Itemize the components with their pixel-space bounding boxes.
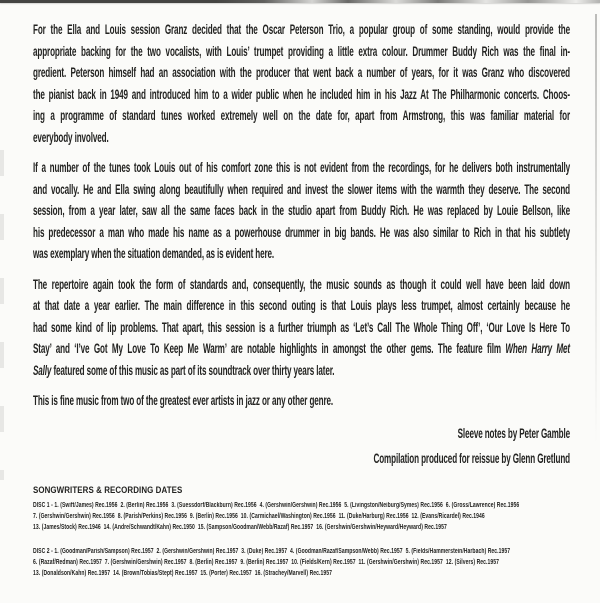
credit-line: Compilation produced for reissue by Glenn Gretlund: [373, 450, 570, 466]
disc-credits-line: 13. (James/Stock) Rec.1946 14. (Andre/Schwandt/Kahn) Rec.1950 15. (Sampson/Goodman/Webb/Razaf) Rec.1957 16. (Gershwin/Gershwin/Heyward/Heyward) Rec.1957: [33, 523, 447, 531]
credit-line: Sleeve notes by Peter Gamble: [457, 425, 570, 441]
text-segment: appropriate backing for the two vocalists, with Louis’ trumpet providing a little extra colour. Drummer Buddy Rich was the final in-: [33, 43, 570, 59]
sleeve-notes-paragraph: [33, 274, 570, 382]
text-line: [33, 127, 570, 149]
sleeve-notes-paragraph: [33, 157, 570, 265]
sleeve-notes-paragraph: [33, 19, 570, 148]
text-line: [33, 222, 570, 244]
text-segment: everybody involved.: [33, 129, 109, 145]
text-line: [33, 19, 570, 41]
text-line: [33, 360, 570, 382]
disc-credits-line: 13. (Donaldson/Kahn) Rec.1957 14. (Brown/Tobias/Stept) Rec.1957 15. (Porter) Rec.1957 16. (Strachey/Marvell) Rec.1957: [33, 569, 333, 577]
sleeve-notes-paragraph: [33, 390, 570, 412]
scan-artifact-left-smudge: [0, 150, 4, 480]
text-line: [33, 200, 570, 222]
songwriters-heading: SONGWRITERS & RECORDING DATES: [33, 484, 183, 495]
text-segment: If a number of the tunes took Louis out of his comfort zone this is not evident from the recordings, for he delivers both instrumentally: [33, 160, 570, 175]
text-segment: The repertoire again took the form of standards and, consequently, the music sounds as though it could well have been laid down: [33, 276, 570, 292]
text-segment: gredient. Peterson himself had an association with the producer that went back a number of years, for it was Granz who discovered: [33, 65, 570, 80]
text-segment: was exemplary when the situation demanded, as is evident here.: [33, 246, 275, 261]
text-line: [33, 84, 570, 106]
text-segment: featured some of this music as part of its soundtrack over thirty years later.: [51, 362, 335, 378]
film-title-italic: Sally: [33, 362, 52, 378]
text-line: [33, 274, 570, 296]
page-content: [33, 19, 570, 579]
credits-block: [33, 421, 570, 471]
text-line: [33, 295, 570, 317]
film-title-italic: When Harry Met: [505, 341, 570, 356]
text-line: [33, 179, 570, 201]
text-segment: ing a programme of standard tunes worked extremely well on the date for, apart from Armstrong, this was familiar material for: [33, 108, 570, 123]
text-segment: at that date a year earlier. The main difference in this second outing is that Louis plays less trumpet, almost certainly because he: [33, 298, 570, 313]
disc-credits-line: DISC 1 - 1. (Swift/James) Rec.1956 2. (Berlin) Rec.1956 3. (Suessdorf/Blackburn) Rec.1956 4. (Gershwin/Gershwin) Rec.1956 5. (Livingston/Neiburg/Symes) Rec.1956 6. (Gross/Lawrence) Rec.1956: [33, 501, 520, 509]
text-segment: For the Ella and Louis session Granz decided that the Oscar Peterson Trio, a popular group of some standing, would provide the: [33, 22, 570, 37]
disc-credits-block: [33, 546, 595, 579]
text-line: [33, 157, 570, 179]
text-segment: This is fine music from two of the greatest ever artists in jazz or any other genre.: [33, 393, 334, 408]
disc-credits-line: 6. (Razaf/Redman) Rec.1957 7. (Gershwin/Gershwin) Rec.1957 8. (Berlin) Rec.1957 9. (Berlin) Rec.1957 10. (Fields/Kern) Rec.1957 11. (Gershwin/Gershwin) Rec.1957 12. (Silvers) Rec.1957: [33, 558, 500, 566]
recording-dates-list: [33, 500, 570, 579]
disc-credits-line: DISC 2 - 1. (Goodman/Parish/Sampson) Rec.1957 2. (Gershwin/Gershwin) Rec.1957 3. (Duke) Rec.1957 4. (Goodman/Razaf/Sampson/Webb) Rec.1957 5. (Fields/Hammerstein/Harbach) Rec.1957: [33, 547, 511, 555]
disc-credits-block: [33, 500, 595, 533]
text-segment: had some kind of lip problems. That apart, this session is a further triumph as ‘Let’s Call The Whole Thing Off’, ‘Our Love Is Here To: [33, 319, 570, 335]
text-segment: Stay’ and ‘I’ve Got My Love To Keep Me Warm’ are notable highlights in amongst the other gems. The feature film: [33, 341, 506, 356]
text-line: [33, 105, 570, 127]
scan-artifact-right-edge: [595, 14, 597, 444]
text-line: [33, 62, 570, 84]
disc-credits-line: 7. (Gershwin/Gershwin) Rec.1956 8. (Parish/Perkins) Rec.1956 9. (Berlin) Rec.1956 10. (Carmichael/Washington) Rec.1956 11. (Duke/Harburg) Rec.1956 12. (Evans/Ricardel) Rec.1946: [33, 512, 485, 520]
songwriters-section: [33, 485, 570, 579]
sleeve-notes-body: [33, 19, 570, 412]
text-line: [33, 338, 570, 360]
text-segment: and vocally. He and Ella swing along beautifully when required and invest the slower items with the warmth they deserve. The second: [33, 181, 570, 197]
text-segment: his predecessor a man who made his name as a powerhouse drummer in big bands. He was also similar to Rich in that his subtlety: [33, 224, 570, 240]
text-line: [33, 41, 570, 63]
text-line: [33, 317, 570, 339]
scan-artifact-top-edge: [0, 0, 600, 3]
text-segment: session, from a year later, saw all the same faces back in the studio apart from Buddy Rich. He was replaced by Louie Bellson, like: [33, 203, 570, 218]
text-line: [33, 243, 570, 265]
text-segment: the pianist back in 1949 and introduced him to a wider public when he included him in his Jazz At The Philharmonic concerts. Choos-: [33, 86, 570, 102]
text-line: [33, 390, 570, 412]
